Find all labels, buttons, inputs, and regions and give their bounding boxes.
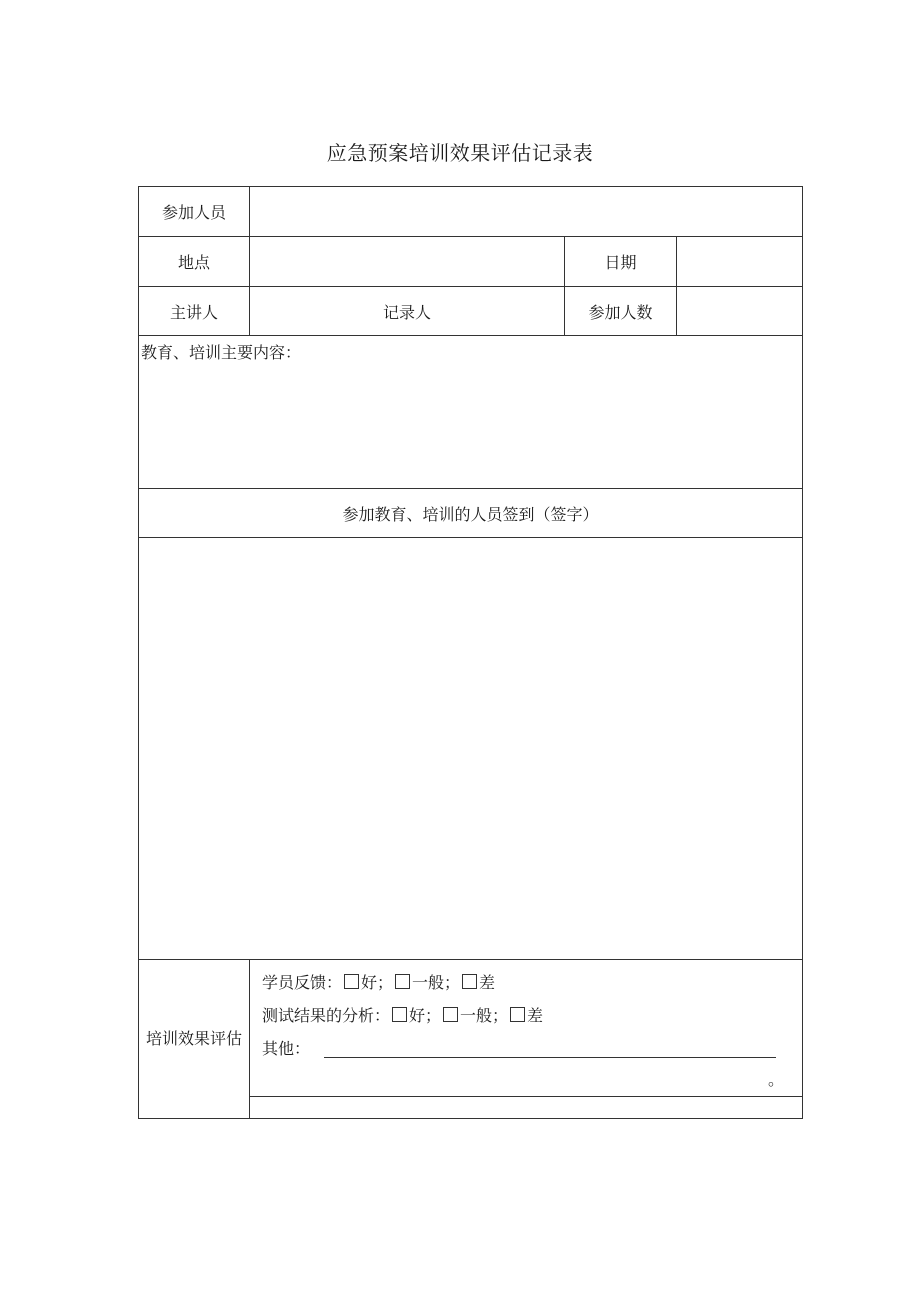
training-content-label: 教育、培训主要内容： [141, 343, 302, 362]
end-mark: 。 [768, 1070, 785, 1089]
training-content-area[interactable] [139, 336, 803, 489]
other-label: 其他： [262, 1039, 311, 1058]
evaluation-label: 培训效果评估 [139, 960, 250, 1119]
test-good-text: 好； [409, 1006, 442, 1025]
feedback-poor-checkbox[interactable] [462, 974, 477, 989]
test-good-checkbox[interactable] [392, 1007, 407, 1022]
feedback-line [262, 966, 790, 999]
feedback-good-checkbox[interactable] [344, 974, 359, 989]
test-analysis-label: 测试结果的分析： [262, 1006, 391, 1025]
signin-area[interactable] [139, 538, 803, 960]
speaker-label: 主讲人 [139, 287, 250, 336]
test-average-checkbox[interactable] [443, 1007, 458, 1022]
test-average-text: 一般； [460, 1006, 509, 1025]
date-field[interactable] [677, 237, 803, 287]
evaluation-form-table [138, 186, 803, 1119]
participants-field[interactable] [250, 187, 803, 237]
other-input-line[interactable] [324, 1041, 776, 1058]
participants-label: 参加人员 [139, 187, 250, 237]
feedback-average-text: 一般； [412, 973, 461, 992]
signin-header: 参加教育、培训的人员签到（签字） [139, 489, 803, 538]
evaluation-footer-cell[interactable] [250, 1097, 803, 1119]
feedback-average-checkbox[interactable] [395, 974, 410, 989]
feedback-poor-text: 差 [479, 973, 496, 992]
date-label: 日期 [565, 237, 677, 287]
other-line [262, 1032, 790, 1065]
feedback-good-text: 好； [361, 973, 394, 992]
test-poor-text: 差 [527, 1006, 544, 1025]
participant-count-field[interactable] [677, 287, 803, 336]
test-analysis-line [262, 999, 790, 1032]
page-title: 应急预案培训效果评估记录表 [326, 141, 594, 165]
evaluation-body [250, 960, 803, 1097]
test-poor-checkbox[interactable] [510, 1007, 525, 1022]
location-label: 地点 [139, 237, 250, 287]
feedback-label: 学员反馈： [262, 973, 343, 992]
recorder-label: 记录人 [250, 287, 565, 336]
location-field[interactable] [250, 237, 565, 287]
participant-count-label: 参加人数 [565, 287, 677, 336]
